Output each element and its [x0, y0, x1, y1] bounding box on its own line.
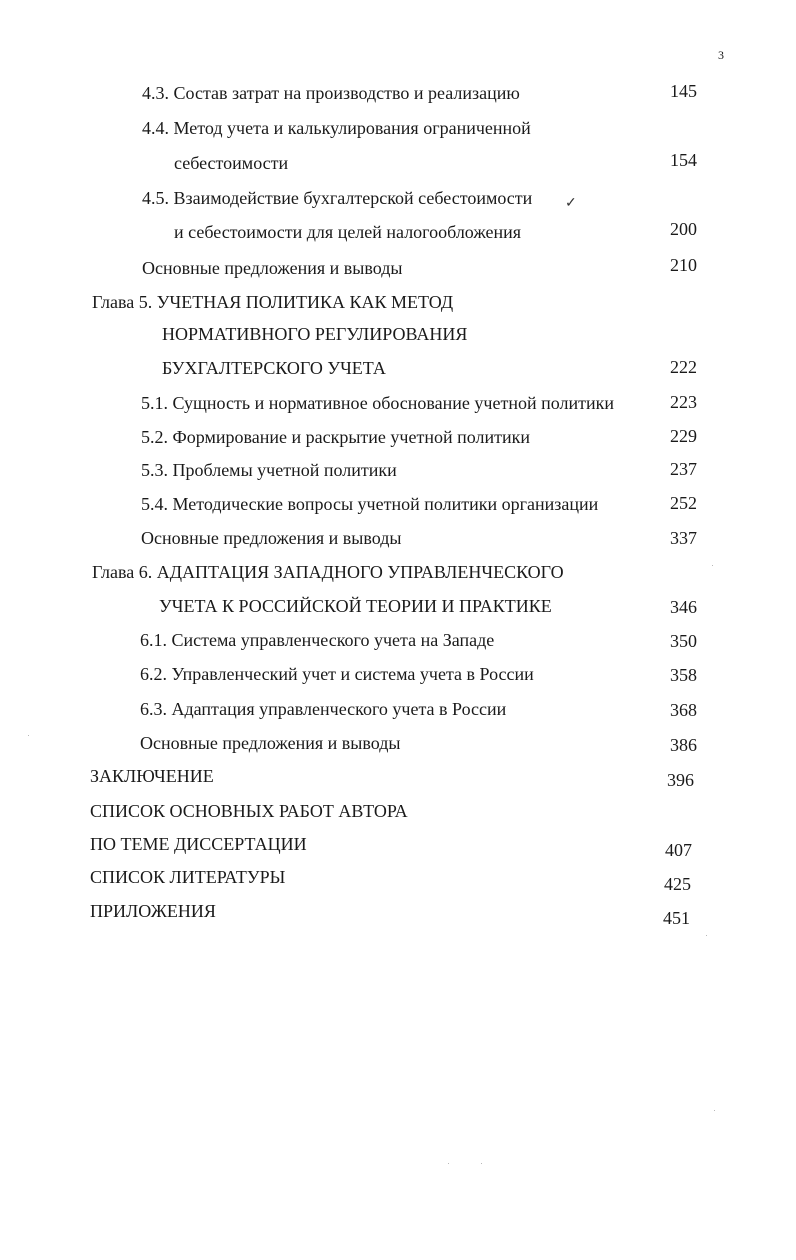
toc-entry-ch5-conclusions: Основные предложения и выводы [141, 528, 402, 548]
toc-entry-6-1: 6.1. Система управленческого учета на Западе [140, 630, 495, 650]
toc-page-6-3: 368 [670, 700, 697, 720]
toc-entry-5-3: 5.3. Проблемы учетной политики [141, 460, 397, 480]
toc-entry-5-4: 5.4. Методические вопросы учетной политики организации [141, 494, 599, 514]
toc-entry-4-5-cont: и себестоимости для целей налогообложения [174, 222, 522, 242]
toc-entry-author-works-cont: ПО ТЕМЕ ДИССЕРТАЦИИ [90, 834, 307, 854]
toc-page-5-2: 229 [670, 426, 697, 446]
page-number: 3 [718, 48, 724, 62]
toc-chapter-5-line3: БУХГАЛТЕРСКОГО УЧЕТА [162, 358, 386, 378]
scan-speck [481, 1163, 482, 1164]
toc-entry-literature: СПИСОК ЛИТЕРАТУРЫ [90, 867, 286, 887]
checkmark-icon: ✓ [565, 196, 577, 211]
toc-page-6-1: 350 [670, 631, 697, 651]
scan-speck [712, 565, 713, 566]
toc-entry-5-2: 5.2. Формирование и раскрытие учетной политики [141, 427, 530, 447]
toc-page-4-5: 200 [670, 219, 697, 239]
toc-chapter-6-line2: УЧЕТА К РОССИЙСКОЙ ТЕОРИИ И ПРАКТИКЕ [159, 596, 552, 616]
toc-page-ch5-conclusions: 337 [670, 528, 697, 548]
toc-entry-4-4-cont: себестоимости [174, 153, 289, 173]
toc-page-appendices: 451 [663, 908, 690, 928]
toc-entry-5-1: 5.1. Сущность и нормативное обоснование учетной политики [141, 393, 614, 413]
toc-entry-4-5: 4.5. Взаимодействие бухгалтерской себестоимости [142, 188, 533, 208]
toc-page-5-1: 223 [670, 392, 697, 412]
toc-chapter-6: Глава 6. АДАПТАЦИЯ ЗАПАДНОГО УПРАВЛЕНЧЕСКОГО [92, 562, 564, 582]
toc-page-author-works: 407 [665, 840, 692, 860]
toc-entry-6-3: 6.3. Адаптация управленческого учета в России [140, 699, 507, 719]
scan-speck [706, 935, 707, 936]
toc-page-4-4: 154 [670, 150, 697, 170]
toc-entry-ch4-conclusions: Основные предложения и выводы [142, 258, 403, 278]
toc-page-4-3: 145 [670, 81, 697, 101]
toc-chapter-5: Глава 5. УЧЕТНАЯ ПОЛИТИКА КАК МЕТОД [92, 292, 454, 312]
scan-speck [28, 735, 29, 736]
toc-page-5-4: 252 [670, 493, 697, 513]
toc-entry-appendices: ПРИЛОЖЕНИЯ [90, 901, 216, 921]
toc-page-ch6: 346 [670, 597, 697, 617]
scan-speck [714, 1110, 715, 1111]
toc-page-literature: 425 [664, 874, 691, 894]
scan-speck [448, 1163, 449, 1164]
toc-page-6-2: 358 [670, 665, 697, 685]
toc-entry-ch6-conclusions: Основные предложения и выводы [140, 733, 401, 753]
toc-chapter-5-line2: НОРМАТИВНОГО РЕГУЛИРОВАНИЯ [162, 324, 468, 344]
toc-entry-4-3: 4.3. Состав затрат на производство и реализацию [142, 83, 520, 103]
toc-page-ch5: 222 [670, 357, 697, 377]
toc-entry-4-4: 4.4. Метод учета и калькулирования ограниченной [142, 118, 531, 138]
toc-entry-6-2: 6.2. Управленческий учет и система учета в России [140, 664, 534, 684]
toc-page-5-3: 237 [670, 459, 697, 479]
toc-page-ch6-conclusions: 386 [670, 735, 697, 755]
toc-entry-conclusion: ЗАКЛЮЧЕНИЕ [90, 766, 214, 786]
toc-entry-author-works: СПИСОК ОСНОВНЫХ РАБОТ АВТОРА [90, 801, 408, 821]
toc-page-ch4-conclusions: 210 [670, 255, 697, 275]
toc-page-conclusion: 396 [667, 770, 694, 790]
